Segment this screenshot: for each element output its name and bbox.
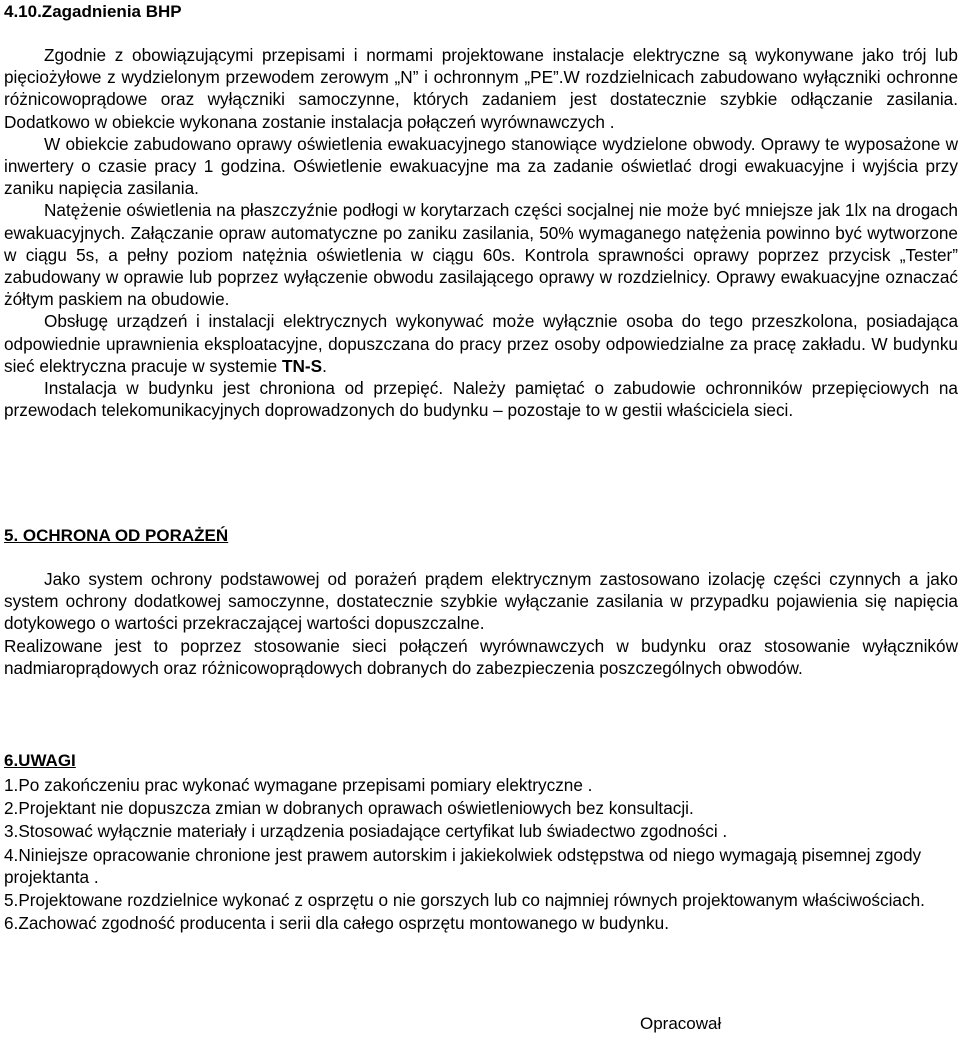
list-item: 6.Zachować zgodność producenta i serii dla całego osprzętu montowanego w budynku. [4, 913, 669, 934]
paragraph-bhp-1: Zgodnie z obowiązującymi przepisami i normami projektowane instalacje elektryczne są wykonywane jako trój lub pięciożyłowe z wydzielonym przewodem zerowym „N” i ochronnym „PE”.W rozdzielnicach zabudowano wyłączniki ochronne różnicowoprądowe oraz wyłączniki samoczynne, których zadaniem jest dostatecznie szybkie odłączanie zasilania. Dodatkowo w obiekcie wykonana zostanie instalacja połączeń wyrównawczych . [4, 45, 958, 132]
paragraph-ochrona-2: Realizowane jest to poprzez stosowanie sieci połączeń wyrównawczych w budynku oraz stosowanie wyłączników nadmiaroprądowych oraz różnicowoprądowych dobranych do zabezpieczenia poszczególnych obwodów. [4, 635, 958, 678]
list-item: 2.Projektant nie dopuszcza zmian w dobranych oprawach oświetleniowych bez konsultacji. [4, 798, 694, 819]
paragraph-bhp-4 [4, 310, 958, 377]
list-item: 1.Po zakończeniu prac wykonać wymagane przepisami pomiary elektryczne . [4, 775, 593, 795]
paragraph-bhp-2: W obiekcie zabudowano oprawy oświetlenia ewakuacyjnego stanowiące wydzielone obwody. Oprawy te wyposażone w inwertery o czasie pracy 1 godzina. Oświetlenie ewakuacyjne ma za zadanie oświetlać drogi ewakuacyjne i wyjścia przy zaniku napięcia zasilania. [4, 133, 958, 199]
paragraph-bhp-4-end: . [322, 355, 327, 376]
network-system-label: TN-S [281, 355, 323, 376]
section-heading-bhp: 4.10.Zagadnienia BHP [4, 2, 182, 21]
signature-label: Opracował [640, 1014, 722, 1033]
uwagi-list [4, 774, 958, 935]
section-bhp-body [4, 44, 958, 421]
paragraph-bhp-5: Instalacja w budynku jest chroniona od przepięć. Należy pamiętać o zabudowie ochronników przepięciowych na przewodach telekomunikacyjnych doprowadzonych do budynku – pozostaje to w gestii właściciela sieci. [4, 378, 958, 421]
list-item: 4.Niniejsze opracowanie chronione jest prawem autorskim i jakiekolwiek odstępstwa od niego wymagają pisemnej zgody projektanta . [4, 844, 922, 887]
section-heading-uwagi: 6.UWAGI [4, 751, 76, 770]
list-item: 5.Projektowane rozdzielnice wykonać z osprzętu o nie gorszych lub co najmniej równych projektowanym właściwościach. [4, 890, 925, 911]
paragraph-bhp-3 [4, 199, 958, 310]
section-heading-ochrona: 5. OCHRONA OD PORAŻEŃ [4, 526, 229, 545]
section-ochrona-body [4, 568, 958, 679]
paragraph-bhp-3-text: Natężenie oświetlenia na płaszczyźnie podłogi w korytarzach części socjalnej nie może być mniejsze jak 1lx na drogach ewakuacyjnych. Załączanie opraw automatyczne po zaniku zasilania, 50% wymaganego natężenia powinno być wytworzone w ciągu 5s, a pełny poziom natężnia oświetlenia w ciągu 60s. Kontrola sprawności oprawy poprzez przycisk „Tester” zabudowany w oprawie lub poprzez wyłączenie obwodu zasilającego oprawy w rozdzielnicy. Oprawy ewakuacyjne oznaczać żółtym paskiem na obudowie. [4, 200, 958, 310]
paragraph-bhp-4-text: Obsługę urządzeń i instalacji elektrycznych wykonywać może wyłącznie osoba do tego przeszkolona, posiadająca odpowiednie uprawnienia eksploatacyjne, dopuszczana do pracy przez osoby odpowiedzialne za pracę zakładu. W budynku sieć elektryczna pracuje w systemie [4, 311, 958, 376]
paragraph-ochrona-1: Jako system ochrony podstawowej od porażeń prądem elektrycznym zastosowano izolację części czynnych a jako system ochrony dodatkowej samoczynne, dostatecznie szybkie wyłączanie zasilania w przypadku pojawienia się napięcia dotykowego o wartości przekraczającej wartości dopuszczalne. [4, 569, 958, 634]
list-item: 3.Stosować wyłącznie materiały i urządzenia posiadające certyfikat lub świadectwo zgodności . [4, 821, 728, 842]
